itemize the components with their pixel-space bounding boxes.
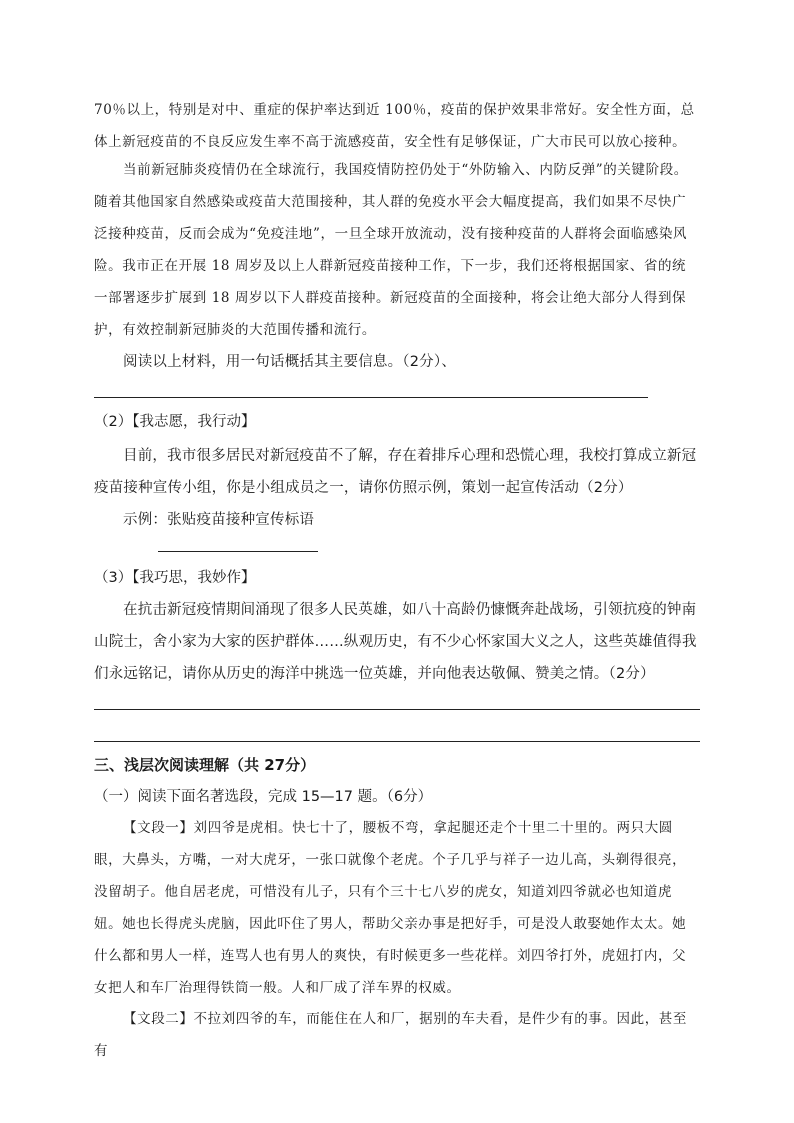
q1-prompt: 阅读以上材料，用一句话概括其主要信息。（2分）、 [123, 354, 457, 370]
q3-body: 在抗击新冠疫情期间涌现了很多人民英雄，如八十高龄仍慷慨奔赴战场，引领抗疫的钟南山院士，舍小家为大家的医护群体……纵观历史，有不少心怀家国大义之人，这些英雄值得我们永远铭记，请你从历史的海洋中挑选一位英雄，并向他表达敬佩、赞美之情。（2分） [94, 602, 697, 682]
q2-example: 示例：张贴疫苗接种宣传标语 [123, 512, 315, 528]
section-3-title: 三、浅层次阅读理解（共 27分） [94, 756, 316, 774]
material-paragraph-2: 当前新冠肺炎疫情仍在全球流行，我国疫情防控仍处于“外防输入、内防反弹”的关键阶段。随着其他国家自然感染或疫苗大范围接种，其人群的免疫水平会大幅度提高，我们如果不尽快广泛接种疫苗，反而会成为“免疫洼地”，一旦全球开放流动，没有接种疫苗的人群将会面临感染风险。我市正在开展 18 周岁及以上人群新冠疫苗接种工作，下一步，我们还将根据国家、省的统一部署逐步扩展到 18 周岁以下人群疫苗接种。新冠疫苗的全面接种，将会让绝大部分人得到保护，有效控制新冠肺炎的大范围传播和流行。 [94, 162, 688, 338]
q3-answer-line-2[interactable] [94, 741, 700, 742]
section-3-subtitle: （一）阅读下面名著选段，完成 15—17 题。（6分） [94, 789, 433, 805]
q2-answer-line[interactable] [158, 551, 318, 552]
q1-answer-line[interactable] [94, 397, 648, 398]
excerpt-paragraph-1: 【文段一】刘四爷是虎相。快七十了，腰板不弯，拿起腿还走个十里二十里的。两只大圆眼，大鼻头，方嘴，一对大虎牙，一张口就像个老虎。个子几乎与祥子一边儿高，头剃得很亮，没留胡子。他自居老虎，可惜没有儿子，只有个三十七八岁的虎女，知道刘四爷就必也知道虎妞。她也长得虎头虎脑，因此吓住了男人，帮助父亲办事是把好手，可是没人敢娶她作太太。她什么都和男人一样，连骂人也有男人的爽快，有时候更多一些花样。刘四爷打外，虎妞打内，父女把人和车厂治理得铁筒一般。人和厂成了洋车界的权威。 [94, 820, 687, 996]
excerpt-paragraph-2: 【文段二】不拉刘四爷的车，而能住在人和厂，据别的车夫看，是件少有的事。因此，甚至有 [94, 1011, 687, 1059]
q3-answer-line-1[interactable] [94, 709, 700, 710]
q2-body: 目前，我市很多居民对新冠疫苗不了解，存在着排斥心理和恐慌心理，我校打算成立新冠疫苗接种宣传小组，你是小组成员之一，请你仿照示例，策划一起宣传活动（2分） [94, 448, 697, 496]
material-paragraph-1: 70％以上，特别是对中、重症的保护率达到近 100％，疫苗的保护效果非常好。安全性方面，总体上新冠疫苗的不良反应发生率不高于流感疫苗，安全性有足够保证，广大市民可以放心接种。 [94, 102, 695, 150]
q2-label: （2）【我志愿，我行动】 [94, 414, 256, 430]
q3-label: （3）【我巧思，我妙作】 [94, 570, 256, 586]
